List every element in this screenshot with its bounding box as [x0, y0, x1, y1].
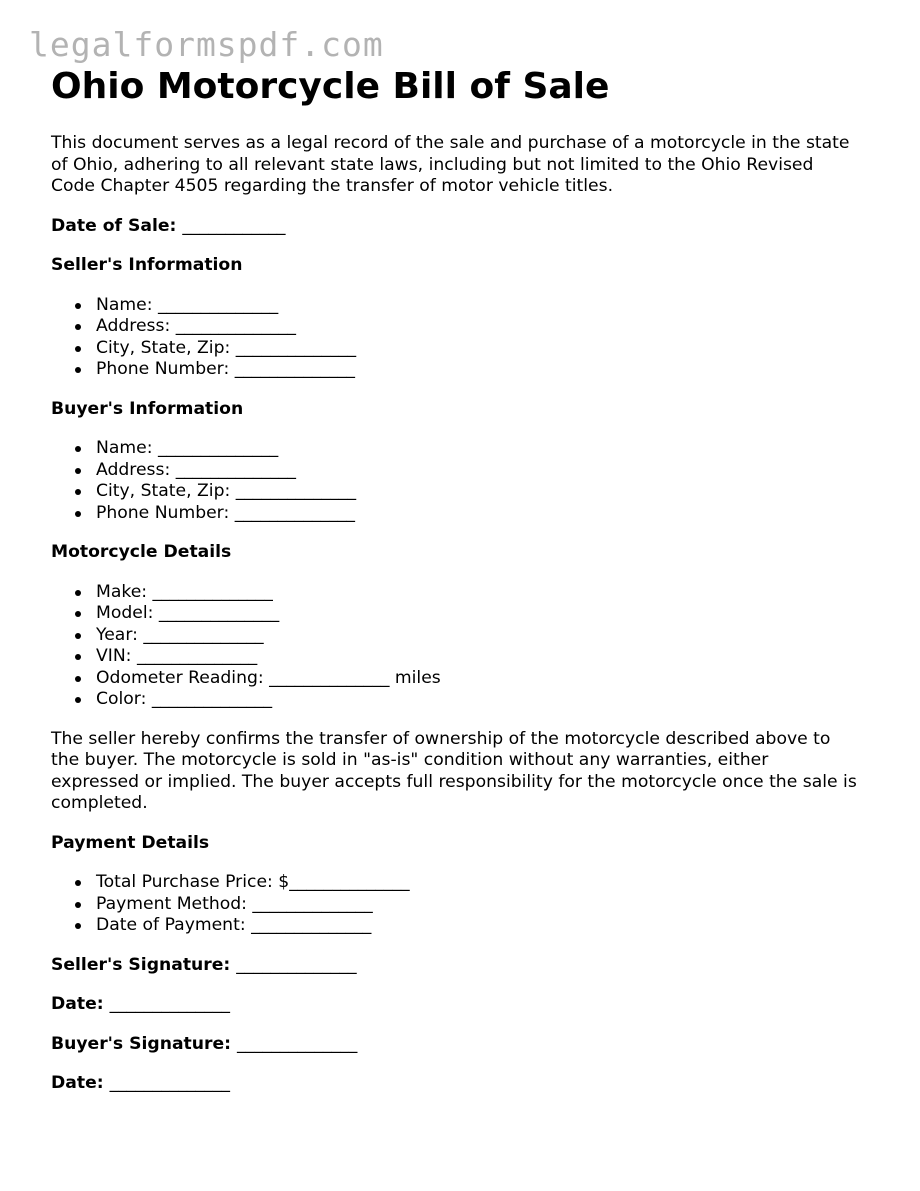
- buyer-date-label: Date:: [51, 1073, 104, 1093]
- buyer-info-list: [51, 438, 861, 524]
- document-title: Ohio Motorcycle Bill of Sale: [51, 66, 610, 107]
- seller-city-state-zip-field[interactable]: City, State, Zip: ______________: [96, 338, 861, 360]
- seller-signature-label: Seller's Signature:: [51, 954, 231, 975]
- buyer-signature-line: [51, 1034, 861, 1056]
- buyer-name-field[interactable]: Name: ______________: [96, 438, 861, 460]
- buyer-signature-label: Buyer's Signature:: [51, 1033, 232, 1054]
- total-purchase-price-field[interactable]: Total Purchase Price: $______________: [96, 872, 861, 894]
- payment-method-field[interactable]: Payment Method: ______________: [96, 894, 861, 916]
- transfer-statement: The seller hereby confirms the transfer of ownership of the motorcycle described above to the buyer. The motorcycle is sold in "as-is" condition without any warranties, either expressed or implied. The buyer accepts full responsibility for the motorcycle once the sale is completed.: [51, 728, 857, 813]
- seller-signature-blank[interactable]: ______________: [236, 954, 357, 975]
- seller-info-list: [51, 295, 861, 381]
- buyer-address-field[interactable]: Address: ______________: [96, 460, 861, 482]
- seller-address-field[interactable]: Address: ______________: [96, 316, 861, 338]
- seller-date-blank[interactable]: ______________: [109, 994, 230, 1014]
- motorcycle-year-field[interactable]: Year: ______________: [96, 625, 861, 647]
- bill-of-sale-document: [51, 65, 861, 1095]
- buyer-date-line: [51, 1073, 861, 1095]
- motorcycle-make-field[interactable]: Make: ______________: [96, 582, 861, 604]
- seller-info-heading: Seller's Information: [51, 255, 243, 275]
- date-of-sale-label: Date of Sale:: [51, 215, 177, 236]
- seller-name-field[interactable]: Name: ______________: [96, 295, 861, 317]
- seller-phone-field[interactable]: Phone Number: ______________: [96, 359, 861, 381]
- buyer-city-state-zip-field[interactable]: City, State, Zip: ______________: [96, 481, 861, 503]
- motorcycle-vin-field[interactable]: VIN: ______________: [96, 646, 861, 668]
- date-of-sale-line: [51, 216, 861, 238]
- payment-details-heading: Payment Details: [51, 832, 210, 853]
- motorcycle-odometer-field[interactable]: Odometer Reading: ______________ miles: [96, 668, 861, 690]
- buyer-signature-blank[interactable]: ______________: [237, 1033, 358, 1054]
- date-of-sale-blank[interactable]: ____________: [182, 215, 286, 236]
- motorcycle-details-list: [51, 582, 861, 711]
- motorcycle-color-field[interactable]: Color: ______________: [96, 689, 861, 711]
- date-of-payment-field[interactable]: Date of Payment: ______________: [96, 915, 861, 937]
- seller-signature-line: [51, 955, 861, 977]
- intro-paragraph: This document serves as a legal record of the sale and purchase of a motorcycle in the state of Ohio, adhering to all relevant state laws, including but not limited to the Ohio Revised Code Chapter 4505 regarding the transfer of motor vehicle titles.: [51, 133, 850, 196]
- payment-details-list: [51, 872, 861, 937]
- motorcycle-model-field[interactable]: Model: ______________: [96, 603, 861, 625]
- buyer-date-blank[interactable]: ______________: [109, 1073, 230, 1093]
- motorcycle-details-heading: Motorcycle Details: [51, 542, 232, 562]
- buyer-phone-field[interactable]: Phone Number: ______________: [96, 503, 861, 525]
- site-watermark: legalformspdf.com: [29, 25, 384, 64]
- seller-date-label: Date:: [51, 994, 104, 1014]
- seller-date-line: [51, 994, 861, 1016]
- buyer-info-heading: Buyer's Information: [51, 398, 244, 419]
